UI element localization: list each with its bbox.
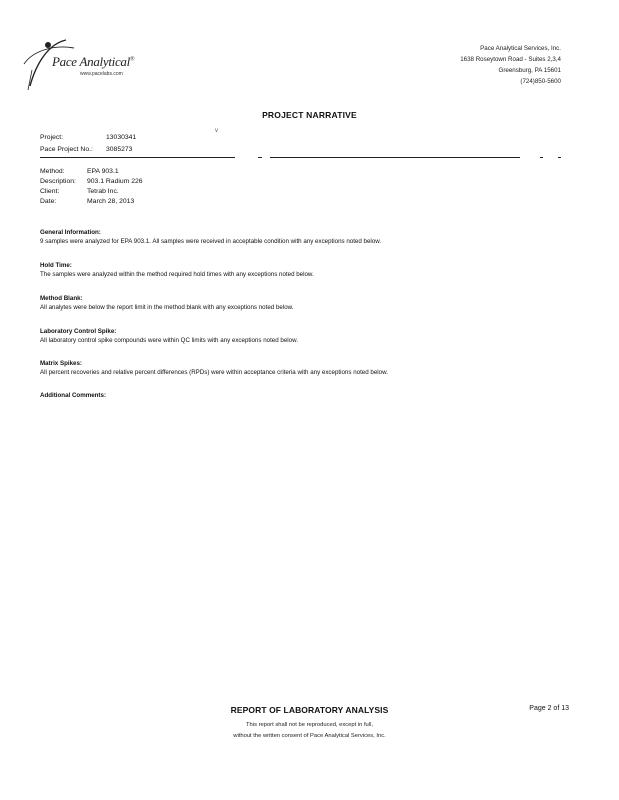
- date-value: March 28, 2013: [87, 198, 135, 205]
- pace-project-value: 3085273: [106, 146, 133, 153]
- section-hold-time: [40, 261, 580, 279]
- date-label: Date:: [40, 198, 57, 205]
- scan-mark: v: [215, 128, 218, 134]
- pace-project-label: Pace Project No.:: [40, 146, 93, 153]
- section-heading: Matrix Spikes:: [40, 360, 82, 367]
- section-general-information: [40, 228, 580, 246]
- section-body: The samples were analyzed within the method required hold times with any exceptions noted below.: [40, 271, 314, 278]
- section-heading: Additional Comments:: [40, 392, 106, 399]
- section-heading: Method Blank:: [40, 295, 83, 302]
- section-additional-comments: [40, 391, 580, 400]
- divider-dash: [258, 157, 262, 158]
- method-label: Method:: [40, 168, 65, 175]
- section-method-blank: [40, 294, 580, 312]
- divider-line-right: [270, 157, 520, 158]
- page-title: PROJECT NARRATIVE: [262, 110, 357, 120]
- company-address-line2: Greensburg, PA 15601: [498, 67, 561, 74]
- footer-note-line2: without the written consent of Pace Analytical Services, Inc.: [233, 733, 386, 739]
- section-matrix-spikes: [40, 359, 580, 377]
- footer-title: REPORT OF LABORATORY ANALYSIS: [230, 705, 389, 715]
- section-laboratory-control-spike: [40, 327, 580, 345]
- divider-dash-2: [540, 157, 543, 158]
- client-label: Client:: [40, 188, 60, 195]
- client-value: Tetrab Inc.: [87, 188, 119, 195]
- footer-note-line1: This report shall not be reproduced, except in full,: [246, 722, 373, 728]
- project-value: 13030341: [106, 134, 137, 141]
- company-address-block: [460, 43, 561, 87]
- company-phone: (724)850-5600: [520, 78, 561, 85]
- divider-line-left: [40, 157, 235, 158]
- logo-brand-text: Pace Analytical®: [52, 54, 135, 69]
- description-value: 903.1 Radium 226: [87, 178, 143, 185]
- project-label: Project:: [40, 134, 64, 141]
- page-number: Page 2 of 13: [529, 705, 569, 712]
- section-heading: Laboratory Control Spike:: [40, 328, 117, 335]
- pace-logo: [22, 34, 142, 94]
- section-body: All laboratory control spike compounds were within QC limits with any exceptions noted below.: [40, 337, 298, 344]
- company-address-line1: 1638 Roseytown Road - Suites 2,3,4: [460, 56, 561, 63]
- section-body: All percent recoveries and relative percent differences (RPDs) were within acceptance criteria with any exceptions noted below.: [40, 369, 388, 376]
- section-heading: Hold Time:: [40, 262, 72, 269]
- section-body: All analytes were below the report limit in the method blank with any exceptions noted below.: [40, 304, 294, 311]
- method-value: EPA 903.1: [87, 168, 119, 175]
- company-name: Pace Analytical Services, Inc.: [480, 45, 561, 52]
- logo-website: www.pacelabs.com: [80, 71, 123, 77]
- divider-dash-3: [558, 157, 561, 158]
- section-body: 9 samples were analyzed for EPA 903.1. All samples were received in acceptable condition with any exceptions noted below.: [40, 238, 382, 245]
- section-heading: General Information:: [40, 229, 101, 236]
- description-label: Description:: [40, 178, 76, 185]
- footer-disclaimer: [0, 720, 619, 742]
